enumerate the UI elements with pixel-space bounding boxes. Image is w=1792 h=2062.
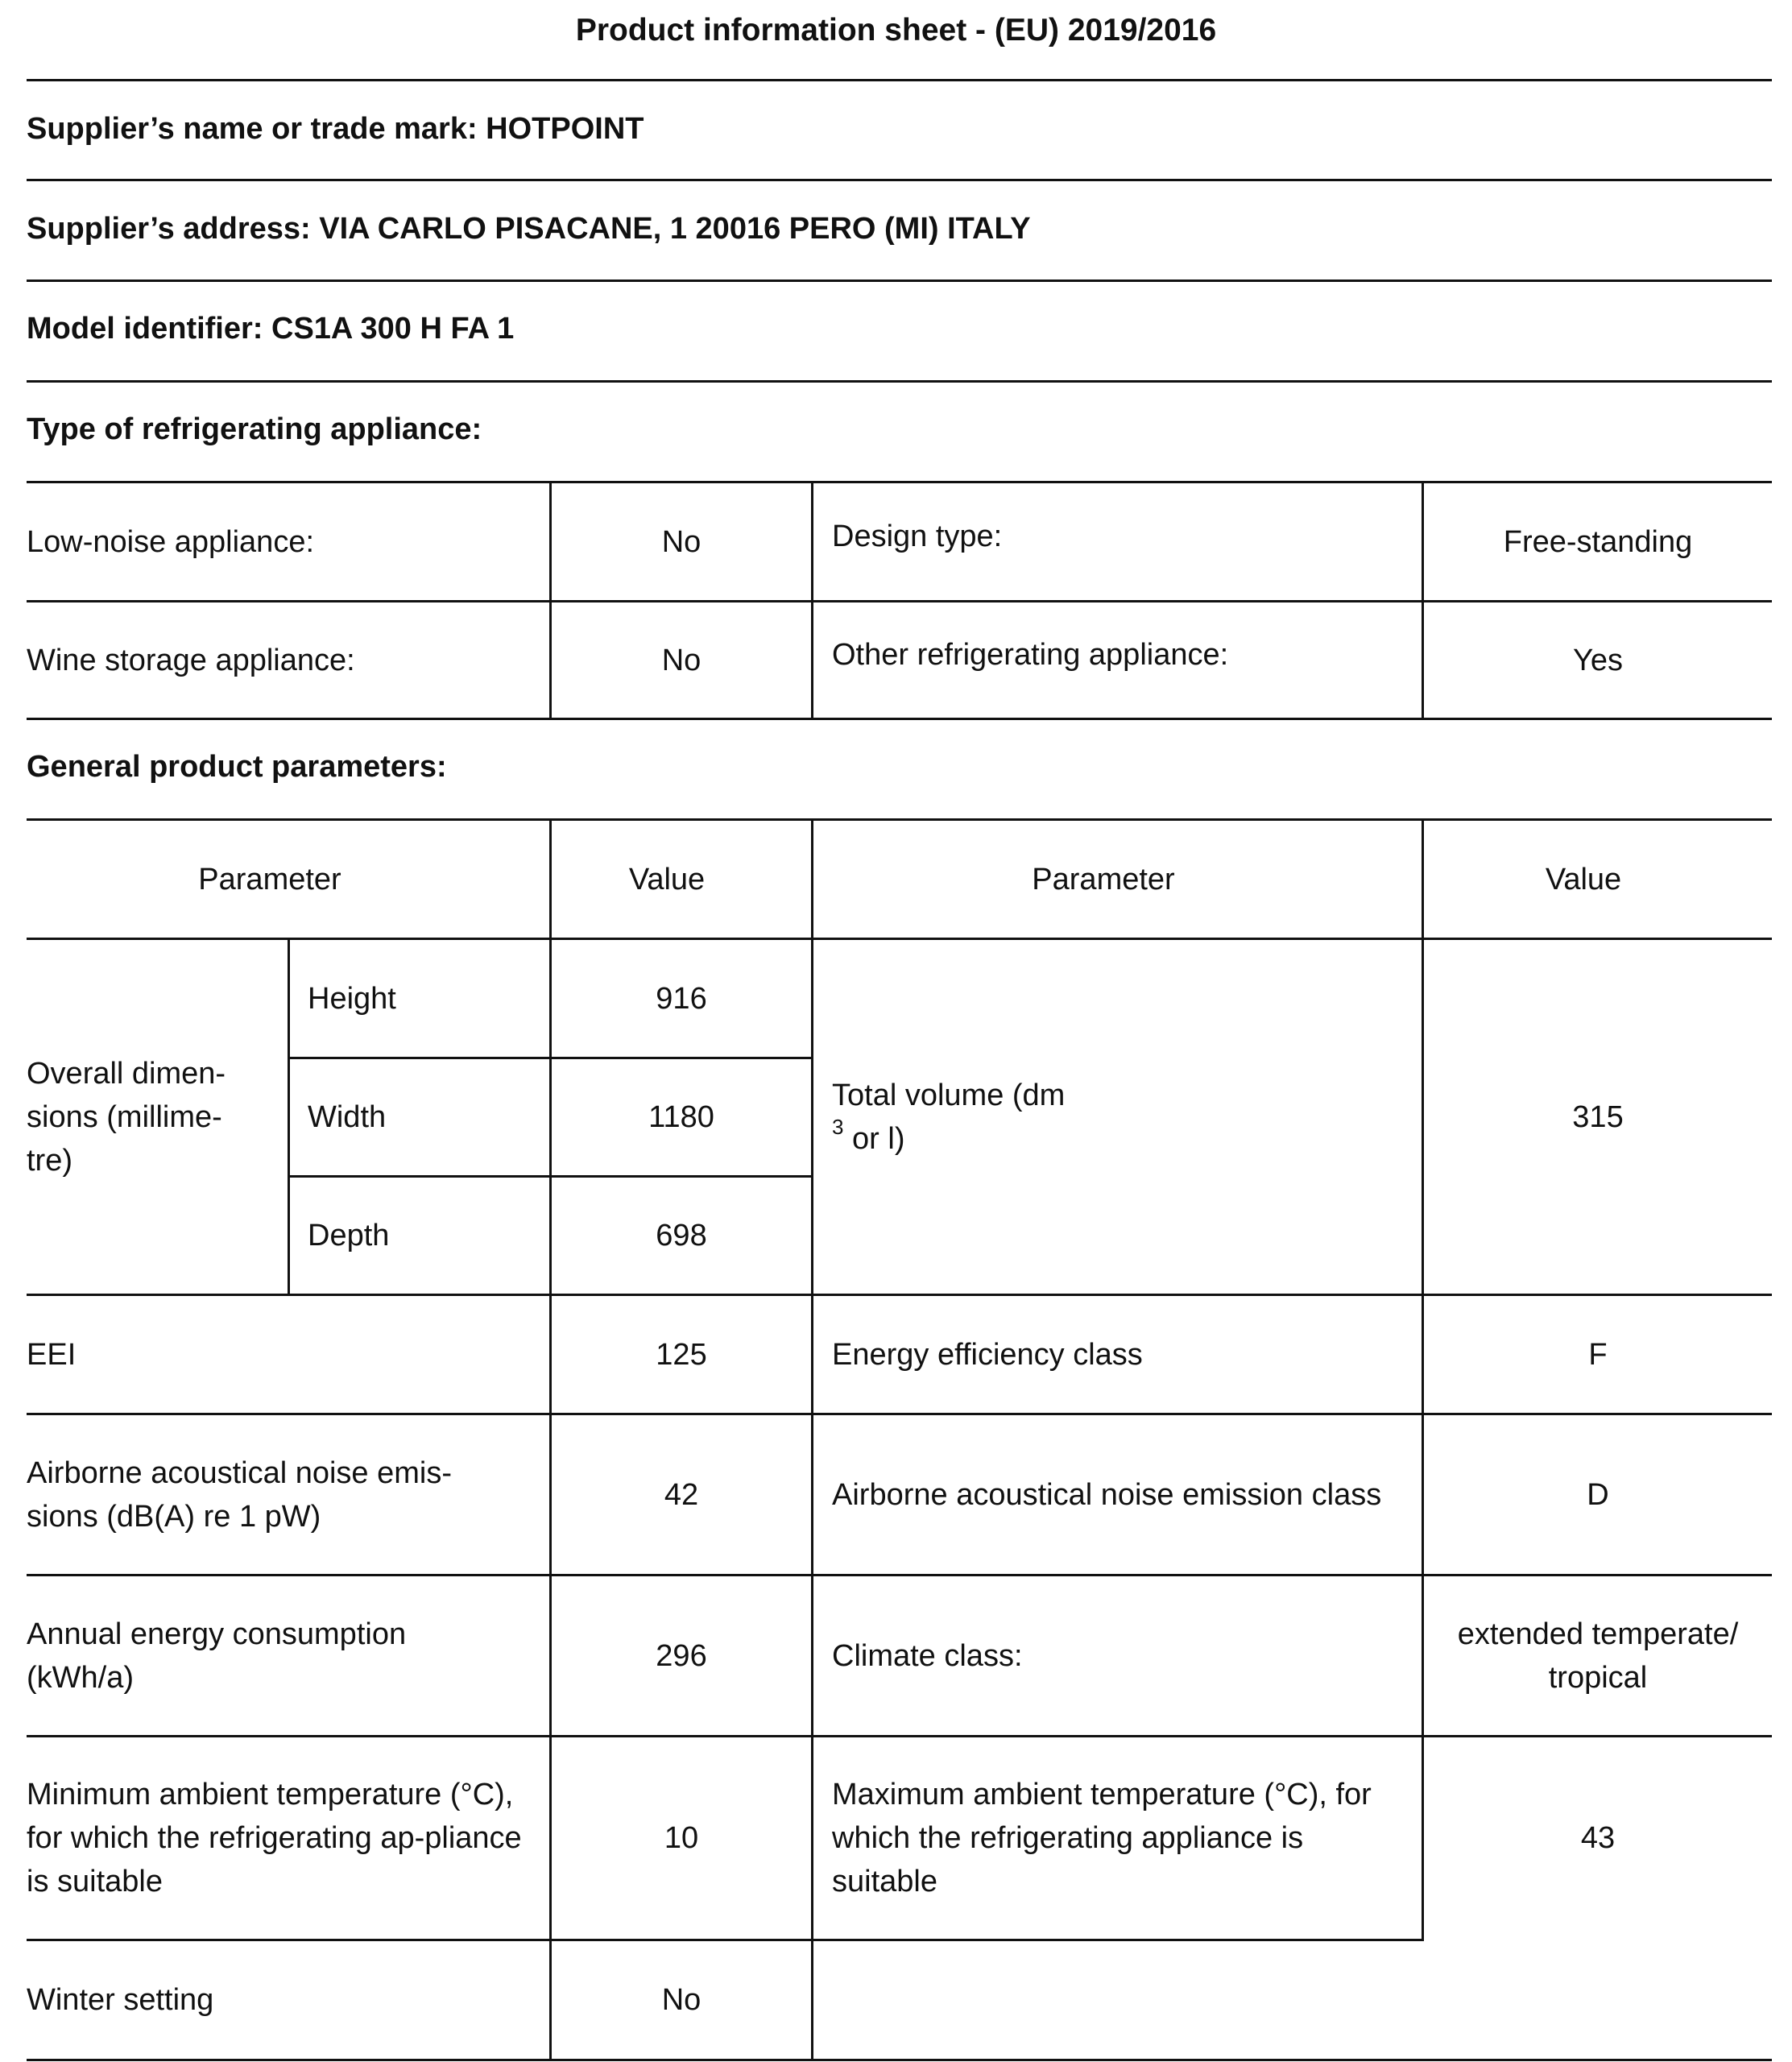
table-border bbox=[811, 818, 813, 2061]
table-border bbox=[288, 938, 290, 1296]
wine-storage-label: Wine storage appliance: bbox=[27, 643, 355, 677]
total-volume-label: Total volume (dm $^3$ or l) bbox=[832, 1078, 1066, 1156]
divider bbox=[27, 279, 1772, 282]
noise-class-value: D bbox=[1587, 1477, 1609, 1512]
wine-storage-value: No bbox=[661, 643, 701, 677]
min-temp-value: 10 bbox=[664, 1821, 699, 1855]
divider bbox=[27, 179, 1772, 181]
depth-value: 698 bbox=[656, 1219, 707, 1253]
noise-emissions-value: 42 bbox=[664, 1477, 699, 1512]
annual-energy-value: 296 bbox=[656, 1638, 707, 1673]
noise-emissions-label: Airborne acoustical noise emis-sions (dB(A) re 1 pW) bbox=[27, 1455, 453, 1534]
other-appliance-label: Other refrigerating appliance: bbox=[832, 638, 1229, 672]
min-temp-label: Minimum ambient temperature (°C), for which the refrigerating ap-pliance is suitable bbox=[27, 1778, 522, 1898]
design-type-label: Design type: bbox=[832, 520, 1003, 553]
winter-setting-label: Winter setting bbox=[27, 1983, 214, 2017]
header-value-right: Value bbox=[1545, 862, 1622, 896]
annual-energy-label: Annual energy consumption (kWh/a) bbox=[27, 1617, 407, 1695]
supplier-address: Supplier’s address: VIA CARLO PISACANE, 1 20016 PERO (MI) ITALY bbox=[27, 212, 1031, 246]
noise-class-label: Airborne acoustical noise emission class bbox=[832, 1477, 1382, 1512]
total-volume-value: 315 bbox=[1572, 1099, 1624, 1134]
max-temp-value: 43 bbox=[1580, 1821, 1616, 1855]
design-type-value: Free-standing bbox=[1503, 524, 1693, 559]
table-border bbox=[27, 718, 1772, 720]
energy-class-label: Energy efficiency class bbox=[832, 1337, 1143, 1372]
height-value: 916 bbox=[656, 981, 707, 1016]
climate-class-label: Climate class: bbox=[832, 1638, 1023, 1673]
depth-label: Depth bbox=[308, 1219, 390, 1253]
table-border bbox=[27, 2059, 1772, 2061]
table-border bbox=[811, 481, 813, 720]
low-noise-label: Low-noise appliance: bbox=[27, 524, 315, 559]
type-heading: Type of refrigerating appliance: bbox=[27, 412, 482, 446]
max-temp-label: Maximum ambient temperature (°C), for which the refrigerating appliance is suitable bbox=[832, 1778, 1372, 1898]
low-noise-value: No bbox=[661, 524, 701, 559]
eei-value: 125 bbox=[656, 1337, 707, 1372]
divider bbox=[27, 79, 1772, 81]
header-parameter-right: Parameter bbox=[1032, 862, 1175, 896]
header-parameter-left: Parameter bbox=[198, 862, 341, 896]
divider bbox=[27, 380, 1772, 383]
winter-setting-value: No bbox=[661, 1983, 701, 2017]
eei-label: EEI bbox=[27, 1337, 77, 1372]
page-title: Product information sheet - (EU) 2019/2016 bbox=[575, 13, 1217, 48]
model-identifier: Model identifier: CS1A 300 H FA 1 bbox=[27, 312, 515, 346]
width-value: 1180 bbox=[648, 1100, 714, 1134]
width-label: Width bbox=[308, 1100, 387, 1134]
climate-class-value: extended temperate/ tropical bbox=[1457, 1617, 1739, 1695]
overall-dimensions-label: Overall dimen-sions (millime-tre) bbox=[27, 1057, 226, 1178]
height-label: Height bbox=[308, 981, 396, 1016]
energy-class-value: F bbox=[1588, 1337, 1608, 1372]
other-appliance-value: Yes bbox=[1573, 643, 1623, 677]
supplier-name: Supplier’s name or trade mark: HOTPOINT bbox=[27, 112, 644, 146]
header-value-left: Value bbox=[628, 862, 706, 896]
general-heading: General product parameters: bbox=[27, 750, 447, 784]
